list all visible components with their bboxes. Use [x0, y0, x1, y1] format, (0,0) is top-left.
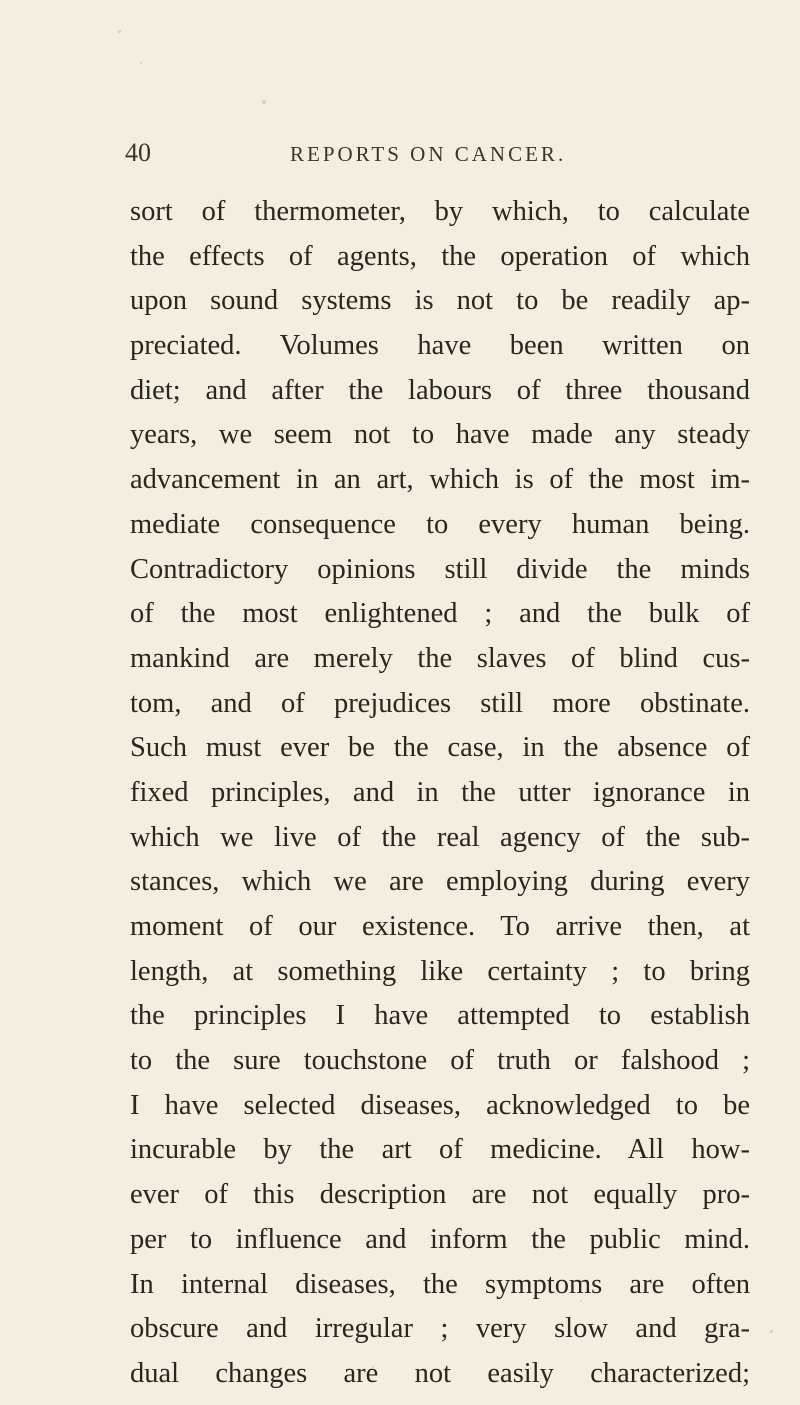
- text-line: to the sure touchstone of truth or falshood ;: [130, 1045, 750, 1077]
- text-line: sort of thermometer, by which, to calculate: [130, 196, 750, 227]
- text-line: incurable by the art of medicine. All how-: [130, 1134, 750, 1166]
- text-line: In internal diseases, the symptoms are often: [130, 1268, 750, 1300]
- paper-speck: [118, 30, 121, 33]
- text-line: advancement in an art, which is of the most im-: [130, 464, 750, 496]
- page-number: 40: [125, 138, 151, 167]
- paper-speck: [262, 100, 266, 104]
- text-line: obscure and irregular ; very slow and gra-: [130, 1313, 750, 1345]
- body-text: [130, 190, 750, 1397]
- text-line: years, we seem not to have made any steady: [130, 419, 750, 451]
- text-line: the principles I have attempted to establish: [130, 1000, 750, 1032]
- text-line: Contradictory opinions still divide the minds: [130, 553, 750, 585]
- text-line: ever of this description are not equally pro-: [130, 1179, 750, 1211]
- text-line: length, at something like certainty ; to bring: [130, 955, 750, 987]
- paper-speck: [140, 62, 142, 64]
- text-line: the effects of agents, the operation of which: [130, 240, 750, 272]
- text-line: diet; and after the labours of three thousand: [130, 374, 750, 406]
- text-line: upon sound systems is not to be readily ap-: [130, 285, 750, 317]
- paper-speck: [770, 1330, 773, 1333]
- text-line: which we live of the real agency of the sub-: [130, 821, 750, 853]
- page-header: [125, 134, 745, 174]
- text-line: dual changes are not easily characterized;: [130, 1357, 750, 1389]
- text-line: mankind are merely the slaves of blind cus-: [130, 642, 750, 674]
- text-line: moment of our existence. To arrive then, at: [130, 911, 750, 942]
- text-line: I have selected diseases, acknowledged to be: [130, 1089, 750, 1121]
- text-line: of the most enlightened ; and the bulk of: [130, 598, 750, 630]
- text-line: preciated. Volumes have been written on: [130, 330, 750, 362]
- text-line: fixed principles, and in the utter ignorance in: [130, 776, 750, 808]
- running-head: REPORTS ON CANCER.: [290, 142, 567, 166]
- text-line: Such must ever be the case, in the absence of: [130, 732, 750, 764]
- text-line: mediate consequence to every human being.: [130, 508, 750, 540]
- text-line: per to influence and inform the public mind.: [130, 1223, 750, 1255]
- text-line: tom, and of prejudices still more obstinate.: [130, 687, 750, 719]
- text-line: stances, which we are employing during every: [130, 866, 750, 898]
